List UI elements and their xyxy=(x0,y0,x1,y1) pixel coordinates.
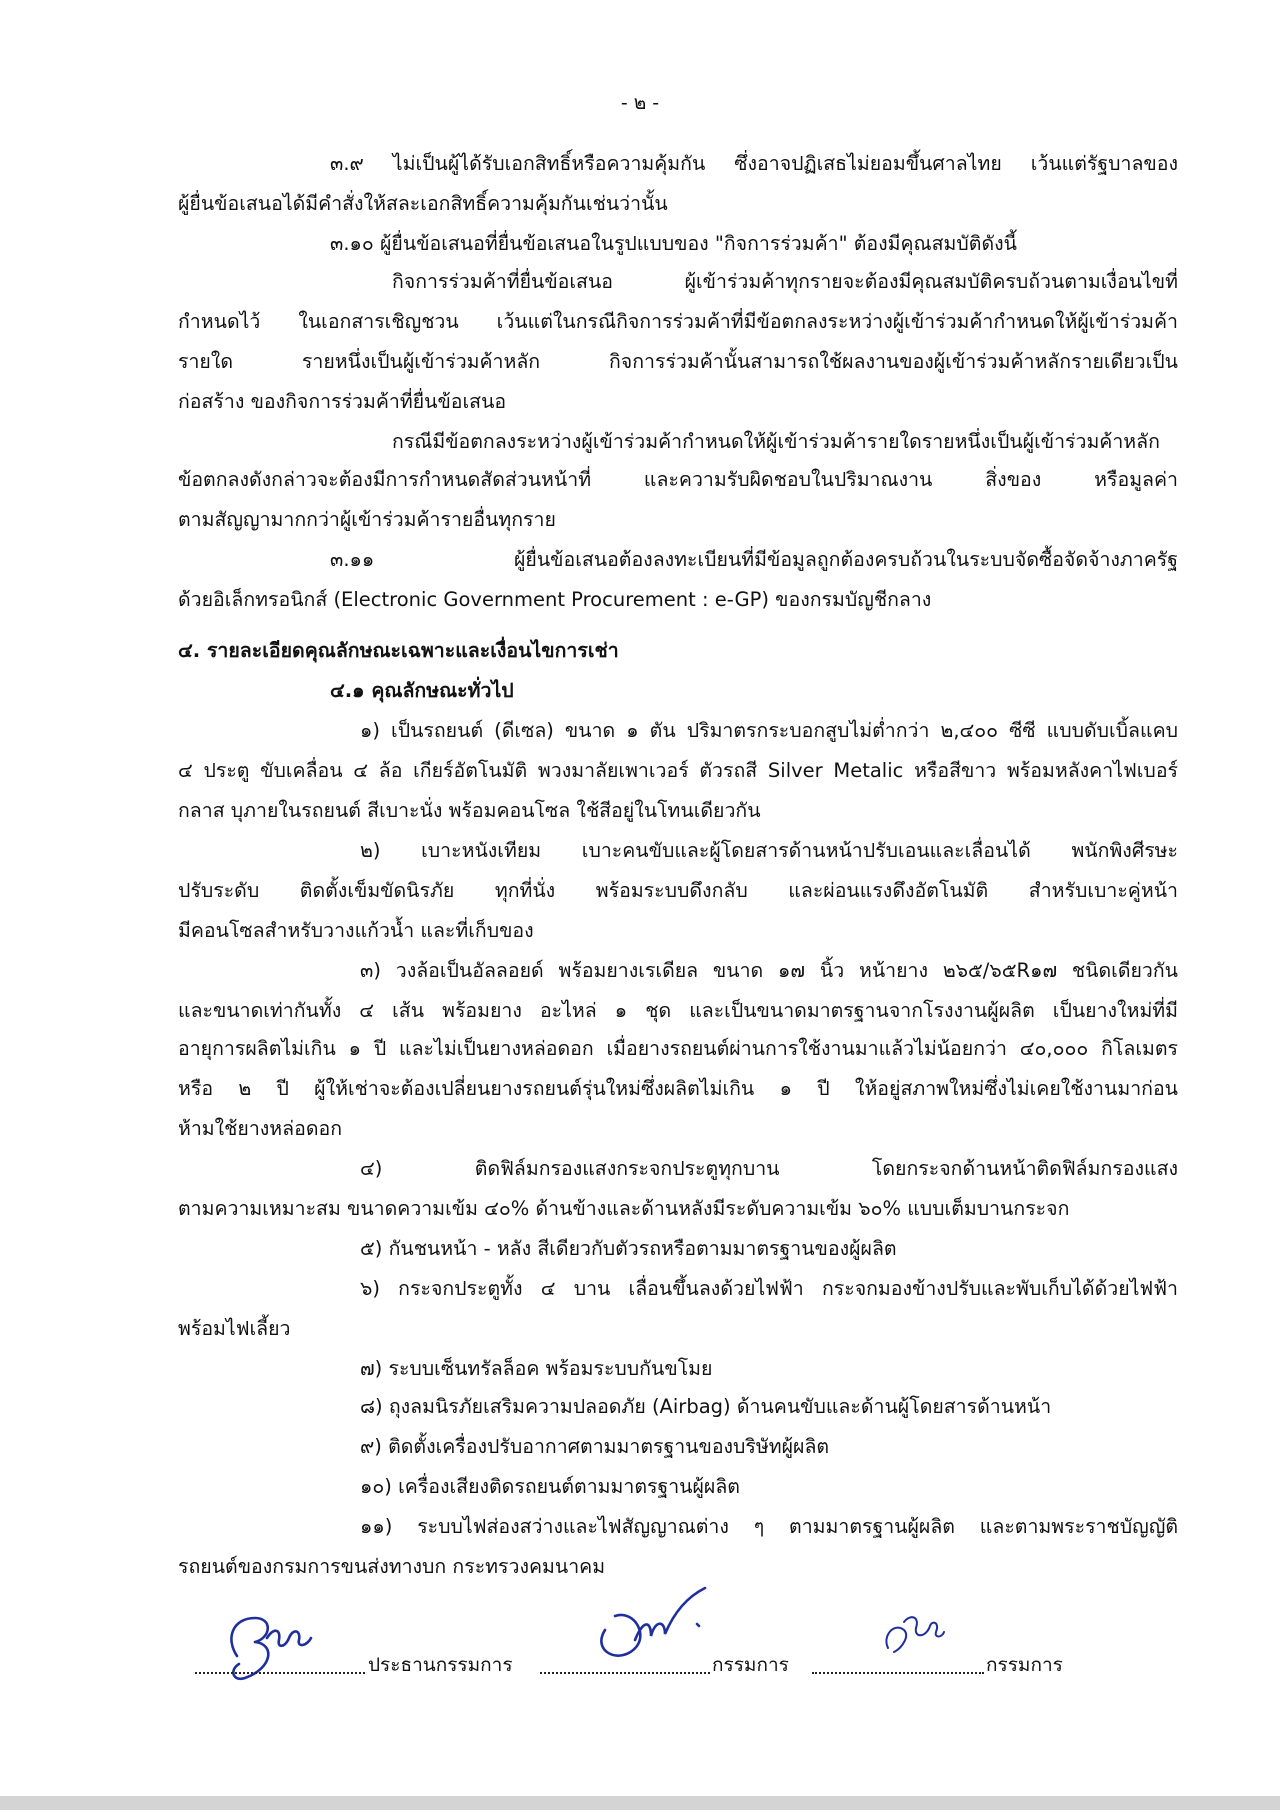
page-number: - ๒ - xyxy=(620,92,660,114)
text-line: ตามสัญญามากกว่าผู้เข้าร่วมค้ารายอื่นทุกราย xyxy=(178,508,556,531)
text-line: หรือ ๒ ปี ผู้ให้เช่าจะต้องเปลี่ยนยางรถยนต์รุ่นใหม่ซึ่งผลิตไม่เกิน ๑ ปี ให้อยู่สภาพใหม่ซึ่งไม่เคยใช้งานมาก่อน xyxy=(178,1077,1178,1100)
text-line: กลาส บุภายในรถยนต์ สีเบาะนั่ง พร้อมคอนโซล ใช้สีอยู่ในโทนเดียวกัน xyxy=(178,799,761,822)
text-line: รายใด รายหนึ่งเป็นผู้เข้าร่วมค้าหลัก กิจการร่วมค้านั้นสามารถใช้ผลงานของผู้เข้าร่วมค้าหลักรายเดียวเป็น xyxy=(178,350,1178,373)
section-heading: ๔. รายละเอียดคุณลักษณะเฉพาะและเงื่อนไขการเช่า xyxy=(178,639,619,662)
text-line: ๓.๙ ไม่เป็นผู้ได้รับเอกสิทธิ์หรือความคุ้มกัน ซึ่งอาจปฏิเสธไม่ยอมขึ้นศาลไทย เว้นแต่รัฐบาลของ xyxy=(330,152,1178,175)
text-line: ๔ ประตู ขับเคลื่อน ๔ ล้อ เกียร์อัตโนมัติ พวงมาลัยเพาเวอร์ ตัวรถสี Silver Metalic หรือสีขาว พร้อมหลังคาไฟเบอร์ xyxy=(178,759,1178,782)
member1-signature xyxy=(585,1580,725,1670)
text-line: ๑๐) เครื่องเสียงติดรถยนต์ตามมาตรฐานผู้ผลิต xyxy=(360,1475,740,1498)
text-line: ๑) เป็นรถยนต์ (ดีเซล) ขนาด ๑ ตัน ปริมาตรกระบอกสูบไม่ต่ำกว่า ๒,๔๐๐ ซีซี แบบดับเบิ้ลแคบ xyxy=(360,719,1178,742)
text-line: ๒) เบาะหนังเทียม เบาะคนขับและผู้โดยสารด้านหน้าปรับเอนและเลื่อนได้ พนักพิงศีรษะ xyxy=(360,839,1178,862)
member1-label: กรรมการ xyxy=(712,1654,789,1676)
text-line: ๔) ติดฟิล์มกรองแสงกระจกประตูทุกบาน โดยกระจกด้านหน้าติดฟิล์มกรองแสง xyxy=(360,1157,1178,1180)
text-line: กิจการร่วมค้าที่ยื่นข้อเสนอ ผู้เข้าร่วมค้าทุกรายจะต้องมีคุณสมบัติครบถ้วนตามเงื่อนไขที่ xyxy=(392,270,1178,293)
text-line: ห้ามใช้ยางหล่อดอก xyxy=(178,1117,343,1140)
scan-edge xyxy=(0,1796,1280,1810)
chairman-label: ประธานกรรมการ xyxy=(368,1654,513,1676)
member2-signature xyxy=(880,1608,950,1663)
text-line: อายุการผลิตไม่เกิน ๑ ปี และไม่เป็นยางหล่อดอก เมื่อยางรถยนต์ผ่านการใช้งานมาแล้วไม่น้อยกว่า ๔๐,๐๐๐ กิโลเมตร xyxy=(178,1037,1178,1060)
text-line: พร้อมไฟเลี้ยว xyxy=(178,1317,291,1340)
text-line: ๓.๑๐ ผู้ยื่นข้อเสนอที่ยื่นข้อเสนอในรูปแบบของ "กิจการร่วมค้า" ต้องมีคุณสมบัติดังนี้ xyxy=(330,232,1017,255)
text-line: ผู้ยื่นข้อเสนอได้มีคำสั่งให้สละเอกสิทธิ์ความคุ้มกันเช่นว่านั้น xyxy=(178,192,668,215)
member2-signature-line xyxy=(812,1662,984,1674)
text-line: ๓.๑๑ ผู้ยื่นข้อเสนอต้องลงทะเบียนที่มีข้อมูลถูกต้องครบถ้วนในระบบจัดซื้อจัดจ้างภาครัฐ xyxy=(330,548,1178,571)
subsection-heading: ๔.๑ คุณลักษณะทั่วไป xyxy=(330,679,514,702)
text-line: และขนาดเท่ากันทั้ง ๔ เส้น พร้อมยาง อะไหล่ ๑ ชุด และเป็นขนาดมาตรฐานจากโรงงานผู้ผลิต เป็นยางใหม่ที่มี xyxy=(178,999,1178,1022)
signature-block xyxy=(0,1580,1280,1710)
text-line: ๕) กันชนหน้า - หลัง สีเดียวกับตัวรถหรือตามมาตรฐานของผู้ผลิต xyxy=(360,1237,897,1260)
text-line: ๘) ถุงลมนิรภัยเสริมความปลอดภัย (Airbag) ด้านคนขับและด้านผู้โดยสารด้านหน้า xyxy=(360,1395,1052,1418)
text-line: รถยนต์ของกรมการขนส่งทางบก กระทรวงคมนาคม xyxy=(178,1555,606,1578)
text-line: ก่อสร้าง ของกิจการร่วมค้าที่ยื่นข้อเสนอ xyxy=(178,390,507,413)
text-line: กรณีมีข้อตกลงระหว่างผู้เข้าร่วมค้ากำหนดให้ผู้เข้าร่วมค้ารายใดรายหนึ่งเป็นผู้เข้าร่วมค้าหลัก xyxy=(392,430,1160,453)
chairman-signature-line xyxy=(195,1662,365,1674)
member1-signature-line xyxy=(540,1662,710,1674)
member2-label: กรรมการ xyxy=(986,1654,1063,1676)
text-line: ข้อตกลงดังกล่าวจะต้องมีการกำหนดสัดส่วนหน้าที่ และความรับผิดชอบในปริมาณงาน สิ่งของ หรือมูลค่า xyxy=(178,468,1178,491)
text-line: มีคอนโซลสำหรับวางแก้วน้ำ และที่เก็บของ xyxy=(178,919,534,942)
text-line: ตามความเหมาะสม ขนาดความเข้ม ๔๐% ด้านข้างและด้านหลังมีระดับความเข้ม ๖๐% แบบเต็มบานกระจก xyxy=(178,1197,1070,1220)
text-line: กำหนดไว้ ในเอกสารเชิญชวน เว้นแต่ในกรณีกิจการร่วมค้าที่มีข้อตกลงระหว่างผู้เข้าร่วมค้ากำหนดให้ผู้เข้าร่วมค้า xyxy=(178,310,1178,333)
chairman-signature xyxy=(215,1598,335,1688)
text-line: ปรับระดับ ติดตั้งเข็มขัดนิรภัย ทุกที่นั่ง พร้อมระบบดึงกลับ และผ่อนแรงดึงอัตโนมัติ สำหรับเบาะคู่หน้า xyxy=(178,879,1178,902)
text-line: ๙) ติดตั้งเครื่องปรับอากาศตามมาตรฐานของบริษัทผู้ผลิต xyxy=(360,1435,830,1458)
text-line: ด้วยอิเล็กทรอนิกส์ (Electronic Government Procurement : e-GP) ของกรมบัญชีกลาง xyxy=(178,588,932,611)
text-line: ๓) วงล้อเป็นอัลลอยด์ พร้อมยางเรเดียล ขนาด ๑๗ นิ้ว หน้ายาง ๒๖๕/๖๕R๑๗ ชนิดเดียวกัน xyxy=(360,959,1178,982)
text-line: ๖) กระจกประตูทั้ง ๔ บาน เลื่อนขึ้นลงด้วยไฟฟ้า กระจกมองข้างปรับและพับเก็บได้ด้วยไฟฟ้า xyxy=(360,1277,1178,1300)
text-line: ๗) ระบบเซ็นทรัลล็อค พร้อมระบบกันขโมย xyxy=(360,1357,713,1380)
text-line: ๑๑) ระบบไฟส่องสว่างและไฟสัญญาณต่าง ๆ ตามมาตรฐานผู้ผลิต และตามพระราชบัญญัติ xyxy=(360,1515,1178,1538)
